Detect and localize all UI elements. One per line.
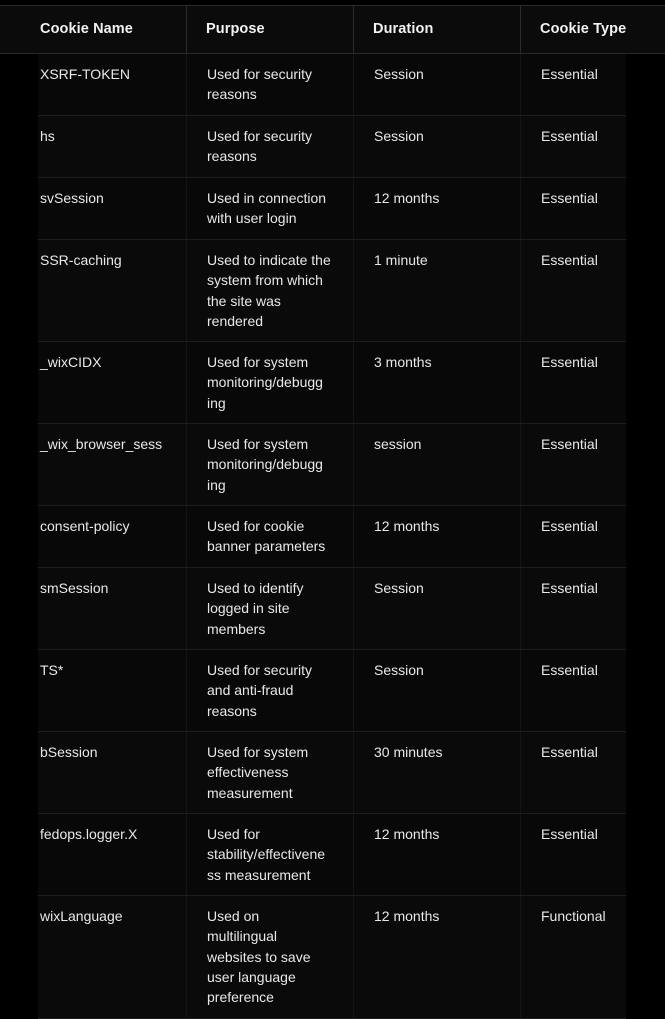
column-divider [186,896,187,1018]
column-divider [186,568,187,649]
header-cookie-type: Cookie Type [540,21,627,37]
cell-duration: 3 months [374,354,432,370]
cell-cookie-name: fedops.logger.X [40,826,138,842]
cell-cookie-name: hs [40,128,55,144]
cell-duration: 12 months [374,826,440,842]
cell-duration: 12 months [374,518,440,534]
column-divider [520,54,521,115]
column-divider [186,424,187,505]
column-divider [520,424,521,505]
cell-cookie-type: Essential [541,662,598,678]
cell-duration: 12 months [374,908,440,924]
column-divider [186,240,187,341]
cell-purpose: Used for stability/effectivene ss measurement [207,826,326,883]
cell-duration: Session [374,580,424,596]
cell-duration: session [374,436,422,452]
cell-cookie-type: Essential [541,580,598,596]
cell-duration: 12 months [374,190,440,206]
table-row [38,54,626,116]
cell-cookie-type: Functional [541,908,606,924]
column-divider [520,342,521,423]
column-divider [186,342,187,423]
column-divider [353,240,354,341]
column-divider [186,506,187,567]
column-divider [353,896,354,1018]
table-row [38,240,626,342]
table-row [38,342,626,424]
cell-duration: Session [374,128,424,144]
table-row [38,896,626,1019]
column-divider [353,732,354,813]
cell-cookie-type: Essential [541,252,598,268]
cell-duration: 30 minutes [374,744,443,760]
header-duration: Duration [373,21,434,37]
cell-duration: Session [374,66,424,82]
column-divider [520,116,521,177]
cell-cookie-name: TS* [40,662,64,678]
cell-cookie-name: smSession [40,580,109,596]
cell-purpose: Used in connection with user login [207,190,327,227]
column-divider [353,54,354,115]
cell-purpose: Used on multilingual websites to save user language preference [207,908,311,1006]
cell-purpose: Used for system effectiveness measurement [207,744,309,801]
column-divider [520,240,521,341]
column-divider [353,116,354,177]
column-divider [353,506,354,567]
column-divider [353,178,354,239]
header-cookie-name: Cookie Name [40,21,133,37]
cell-cookie-name: XSRF-TOKEN [40,66,130,82]
cell-cookie-type: Essential [541,744,598,760]
table-header-row [0,5,665,54]
column-divider [353,814,354,895]
column-divider [186,732,187,813]
cell-cookie-name: consent-policy [40,518,130,534]
header-purpose: Purpose [206,21,265,37]
table-row [38,814,626,896]
column-divider [353,568,354,649]
table-row [38,178,626,240]
cell-purpose: Used for security and anti-fraud reasons [207,662,313,719]
column-divider [353,342,354,423]
column-divider [186,814,187,895]
column-divider [353,650,354,731]
cell-cookie-type: Essential [541,66,598,82]
cell-cookie-type: Essential [541,128,598,144]
table-row [38,424,626,506]
cell-purpose: Used for security reasons [207,128,313,165]
cell-purpose: Used to identify logged in site members [207,580,304,637]
cell-duration: 1 minute [374,252,428,268]
cell-cookie-name: _wix_browser_sess [40,436,163,452]
cell-cookie-type: Essential [541,190,598,206]
column-divider [186,650,187,731]
cell-cookie-type: Essential [541,436,598,452]
column-divider [520,896,521,1018]
cell-cookie-type: Essential [541,354,598,370]
column-divider [520,568,521,649]
cell-purpose: Used for cookie banner parameters [207,518,326,555]
column-divider [520,732,521,813]
column-divider [520,650,521,731]
cell-purpose: Used to indicate the system from which the site was rendered [207,252,331,329]
table-row [38,732,626,814]
column-divider [520,178,521,239]
cell-purpose: Used for system monitoring/debugg ing [207,436,323,493]
cell-duration: Session [374,662,424,678]
cell-purpose: Used for security reasons [207,66,313,103]
cell-cookie-name: svSession [40,190,104,206]
table-row [38,650,626,732]
table-row [38,506,626,568]
cell-purpose: Used for system monitoring/debugg ing [207,354,323,411]
column-divider [520,814,521,895]
column-divider [186,54,187,115]
cell-cookie-name: wixLanguage [40,908,123,924]
column-divider [186,178,187,239]
cell-cookie-name: SSR-caching [40,252,122,268]
cell-cookie-name: bSession [40,744,98,760]
table-row [38,116,626,178]
column-divider [520,506,521,567]
column-divider [186,116,187,177]
table-row [38,568,626,650]
column-divider [353,424,354,505]
cell-cookie-type: Essential [541,518,598,534]
cell-cookie-name: _wixCIDX [40,354,102,370]
cell-cookie-type: Essential [541,826,598,842]
